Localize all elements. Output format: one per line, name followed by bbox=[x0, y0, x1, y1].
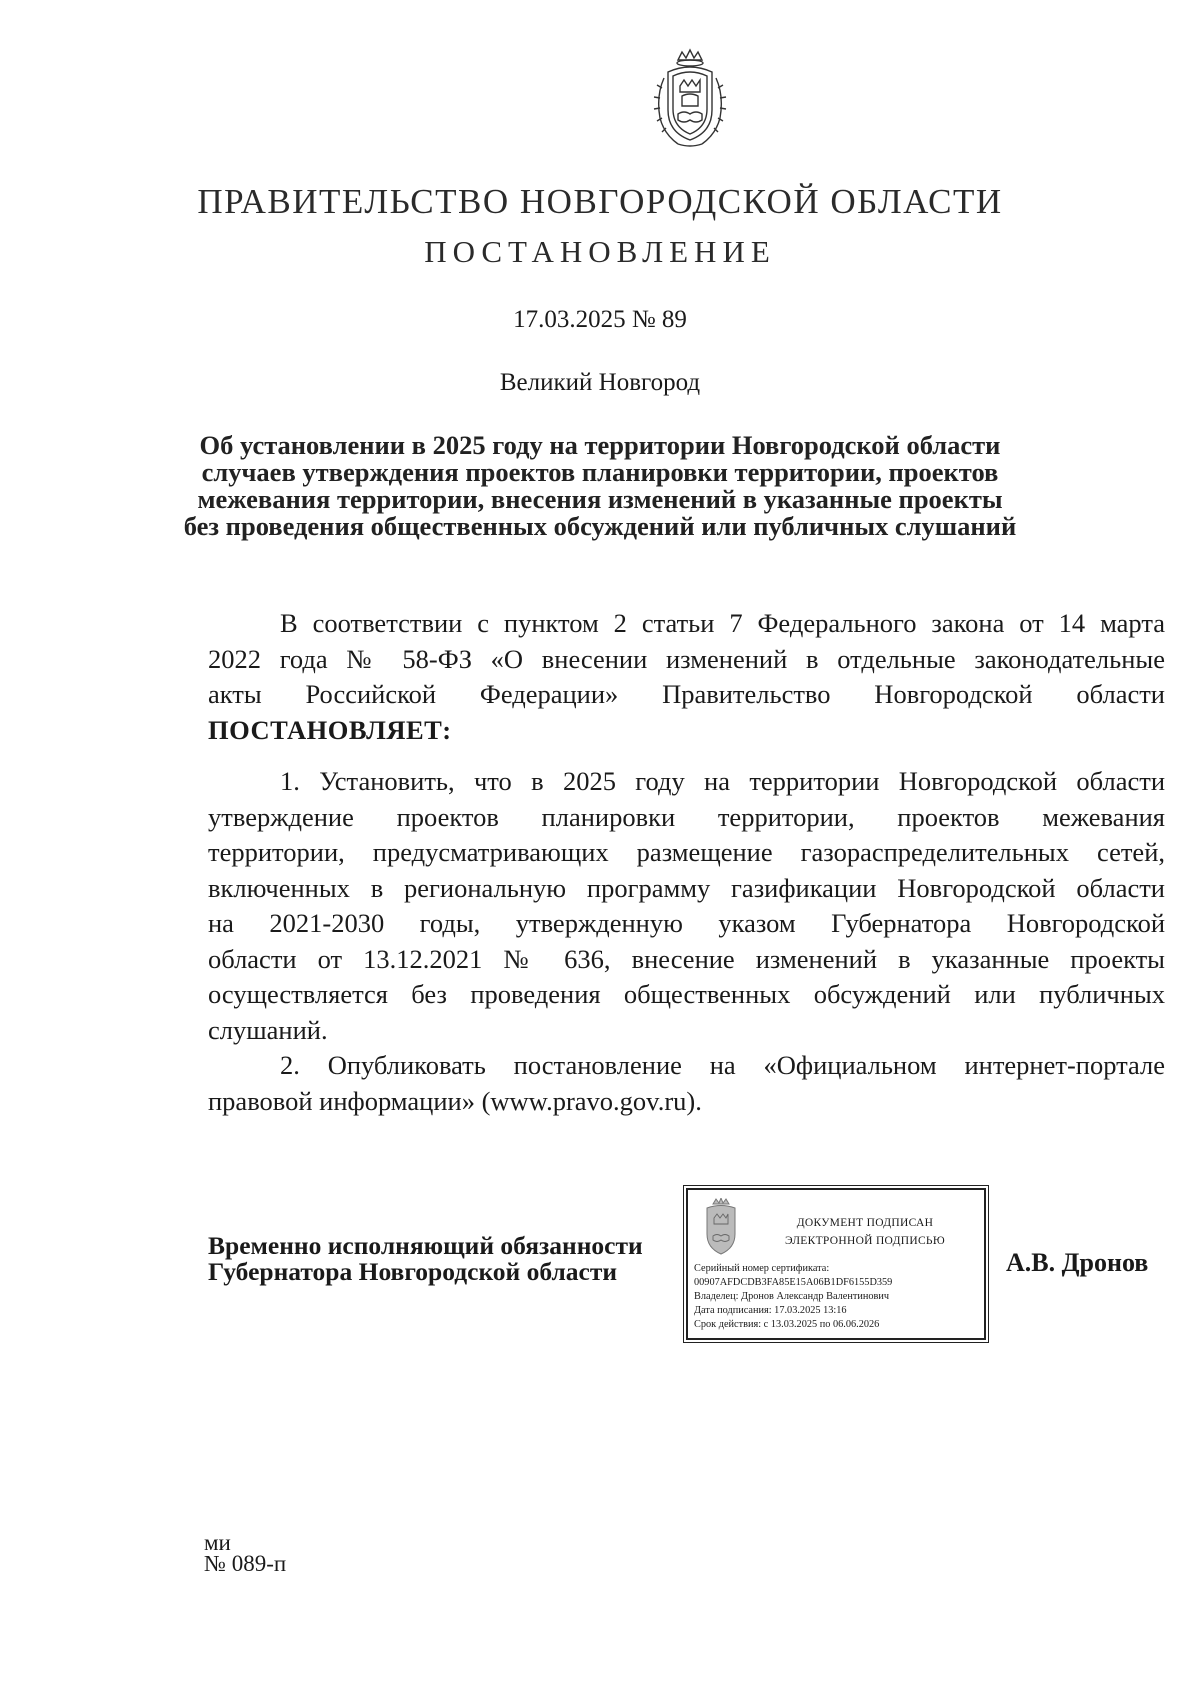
stamp-details bbox=[694, 1262, 892, 1332]
signatory-position-line: Временно исполняющий обязанности bbox=[208, 1231, 643, 1260]
stamp-validity: Срок действия: с 13.03.2025 по 06.06.2026 bbox=[694, 1319, 880, 1330]
resolves-word: ПОСТАНОВЛЯЕТ: bbox=[208, 714, 452, 745]
title-line: Об установлении в 2025 году на территории Новгородской области bbox=[199, 430, 1001, 460]
executor-initials: ми bbox=[204, 1530, 231, 1555]
electronic-signature-stamp bbox=[686, 1188, 986, 1340]
stamp-heading: ДОКУМЕНТ ПОДПИСАН bbox=[796, 1217, 934, 1229]
item-1-line: территории, предусматривающих размещение газораспределительных сетей, bbox=[208, 837, 1165, 867]
item-1-line: слушаний. bbox=[208, 1014, 328, 1045]
title-line: случаев утверждения проектов планировки территории, проектов bbox=[201, 457, 999, 487]
item-1 bbox=[208, 764, 1165, 1048]
coat-of-arms-icon bbox=[648, 48, 732, 150]
item-1-line: области от 13.12.2021 № 636, внесение изменений в указанные проекты bbox=[208, 943, 1165, 974]
item-2-line: 2. Опубликовать постановление на «Официальном интернет-портале bbox=[280, 1050, 1165, 1080]
government-name: ПРАВИТЕЛЬСТВО НОВГОРОДСКОЙ ОБЛАСТИ bbox=[197, 182, 1003, 221]
city: Великий Новгород bbox=[499, 369, 701, 396]
item-1-line: осуществляется без проведения общественных обсуждений или публичных bbox=[208, 979, 1165, 1009]
preamble-line: В соответствии с пунктом 2 статьи 7 Федерального закона от 14 марта bbox=[280, 608, 1165, 638]
title-line: без проведения общественных обсуждений или публичных слушаний bbox=[183, 511, 1017, 541]
date-number: 17.03.2025 № 89 bbox=[513, 306, 687, 333]
document-type: ПОСТАНОВЛЕНИЕ bbox=[424, 234, 776, 269]
item-1-line: включенных в региональную программу газификации Новгородской области bbox=[208, 872, 1165, 903]
item-2 bbox=[208, 1048, 1165, 1119]
preamble-line: 2022 года № 58-ФЗ «О внесении изменений в отдельные законодательные bbox=[208, 643, 1165, 674]
stamp-cert-label: Серийный номер сертификата: bbox=[694, 1263, 830, 1274]
signer-name: А.В. Дронов bbox=[1006, 1248, 1149, 1277]
stamp-heading: ЭЛЕКТРОННОЙ ПОДПИСЬЮ bbox=[785, 1235, 945, 1247]
stamp-owner: Владелец: Дронов Александр Валентинович bbox=[694, 1291, 890, 1302]
title-line: межевания территории, внесения изменений в указанные проекты bbox=[197, 484, 1003, 514]
stamp-cert-number: 00907AFDCDB3FA85E15A06B1DF6155D359 bbox=[694, 1277, 893, 1288]
document-reference bbox=[204, 1532, 286, 1574]
reference-number: № 089-п bbox=[204, 1551, 287, 1576]
document-title bbox=[0, 432, 1200, 540]
preamble bbox=[208, 606, 1165, 748]
item-1-line: на 2021-2030 годы, утвержденную указом Губернатора Новгородской bbox=[208, 908, 1165, 938]
item-2-line: правовой информации» (www.pravo.gov.ru). bbox=[208, 1085, 702, 1116]
stamp-emblem-icon bbox=[696, 1198, 746, 1258]
preamble-line: акты Российской Федерации» Правительство Новгородской области bbox=[208, 679, 1165, 709]
stamp-sign-date: Дата подписания: 17.03.2025 13:16 bbox=[694, 1305, 847, 1316]
signatory-position-line: Губернатора Новгородской области bbox=[208, 1257, 618, 1286]
item-1-line: 1. Установить, что в 2025 году на территории Новгородской области bbox=[280, 766, 1165, 796]
signatory-position bbox=[208, 1233, 643, 1285]
item-1-line: утверждение проектов планировки территории, проектов межевания bbox=[208, 801, 1165, 832]
